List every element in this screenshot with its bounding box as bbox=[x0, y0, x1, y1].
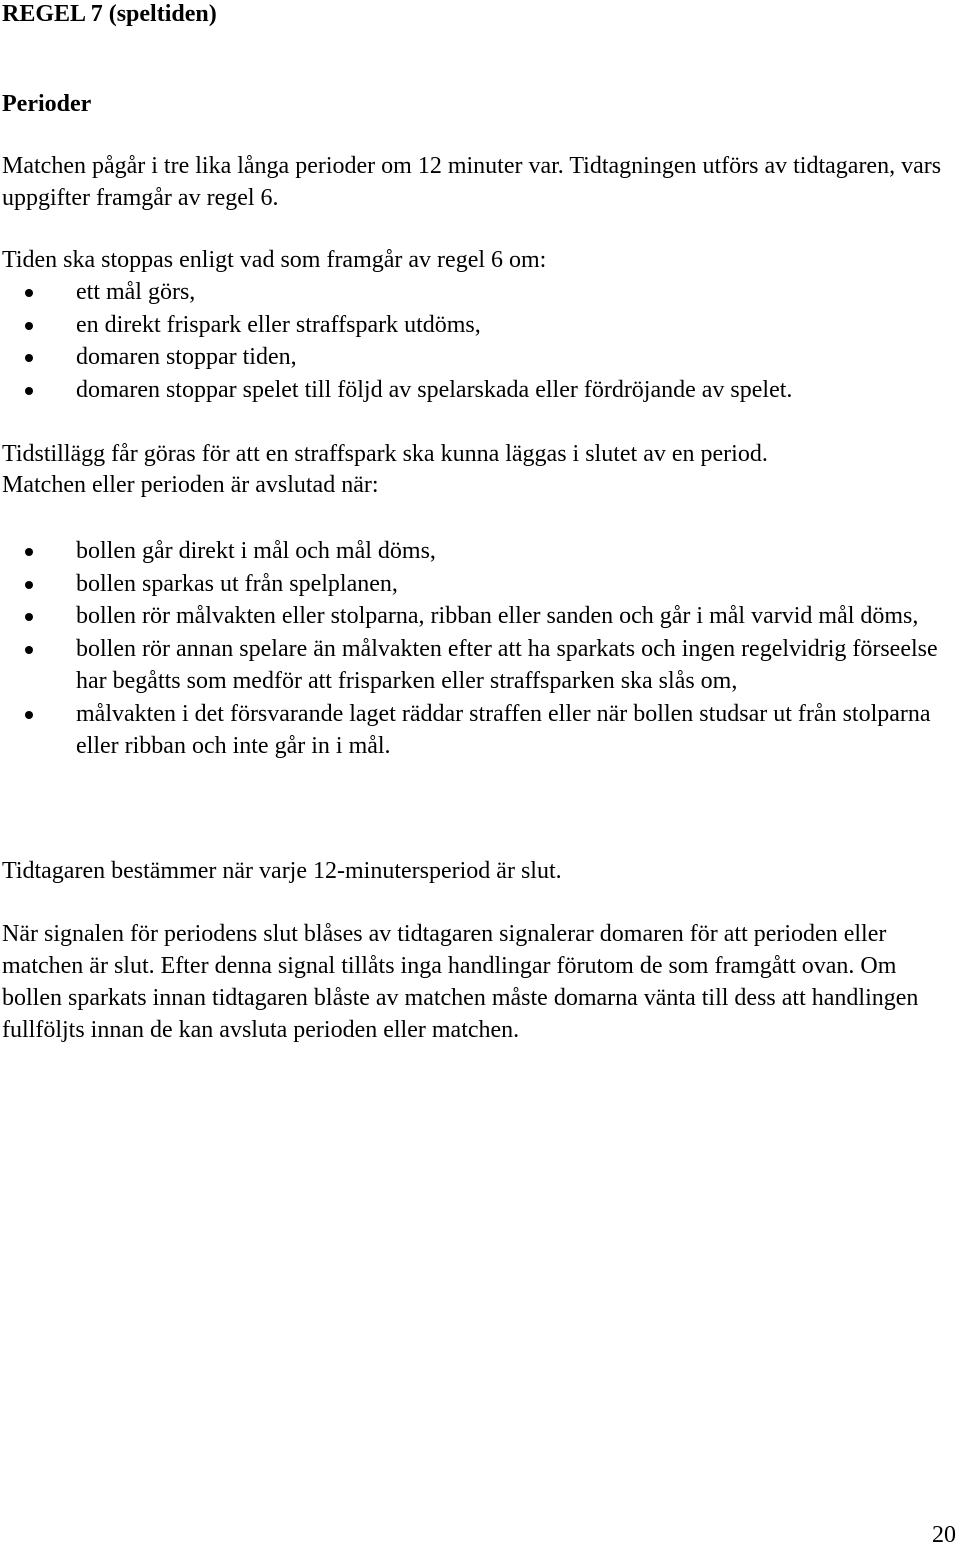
list-item-text: en direkt frispark eller straffspark utdöms, bbox=[76, 311, 481, 338]
list-item-text: domaren stoppar tiden, bbox=[76, 344, 297, 370]
list-item bbox=[0, 698, 950, 763]
bullet-icon bbox=[25, 711, 33, 719]
list-item-text: bollen går direkt i mål och mål döms, bbox=[76, 538, 436, 564]
page-number: 20 bbox=[932, 1522, 956, 1548]
intro-paragraph: Matchen pågår i tre lika långa perioder om 12 minuter var. Tidtagningen utförs av tidtagaren, vars uppgifter framgår av regel 6. bbox=[2, 153, 942, 211]
list-item bbox=[0, 374, 950, 407]
list-item bbox=[0, 535, 950, 568]
list-item-text: bollen rör målvakten eller stolparna, ribban eller sanden och går i mål varvid mål döms, bbox=[76, 603, 919, 629]
bullet-icon bbox=[25, 354, 33, 362]
bullet-icon bbox=[25, 548, 33, 556]
section-heading: Perioder bbox=[2, 91, 92, 117]
list-item-text: domaren stoppar spelet till följd av spelarskada eller fördröjande av spelet. bbox=[76, 376, 793, 403]
page-title: REGEL 7 (speltiden) bbox=[2, 1, 217, 27]
timekeeper-line: Tidtagaren bestämmer när varje 12-minutersperiod är slut. bbox=[2, 858, 562, 884]
list-item bbox=[0, 276, 950, 309]
stop-intro: Tiden ska stoppas enligt vad som framgår av regel 6 om: bbox=[2, 247, 547, 273]
bullet-icon bbox=[25, 613, 33, 621]
list-item-text: bollen sparkas ut från spelplanen, bbox=[76, 570, 398, 597]
bullet-icon bbox=[25, 581, 33, 589]
ended-list bbox=[0, 535, 950, 763]
bullet-icon bbox=[25, 646, 33, 654]
signal-paragraph: När signalen för periodens slut blåses av tidtagaren signalerar domaren för att perioden eller matchen är slut. Efter denna signal tillåts inga handlingar förutom de som framgått ovan. Om bollen sparkats innan tidtagaren blåste av matchen måste domarna vänta till dess att handlingen fullföljts innan de kan avsluta perioden eller matchen. bbox=[2, 921, 919, 1043]
bullet-icon bbox=[25, 322, 33, 330]
list-item bbox=[0, 633, 950, 698]
list-item bbox=[0, 600, 950, 633]
list-item bbox=[0, 568, 950, 601]
list-item bbox=[0, 309, 950, 342]
bullet-icon bbox=[25, 289, 33, 297]
list-item-text: målvakten i det försvarande laget räddar straffen eller när bollen studsar ut från stolparna eller ribban och inte går in i mål. bbox=[76, 700, 931, 759]
list-item-text: bollen rör annan spelare än målvakten efter att ha sparkats och ingen regelvidrig förseelse har begåtts som medför att frisparken eller straffsparken ska slås om, bbox=[76, 635, 938, 694]
extra-time-line: Tidstillägg får göras för att en straffspark ska kunna läggas i slutet av en period. bbox=[2, 441, 768, 467]
list-item-text: ett mål görs, bbox=[76, 279, 196, 305]
stop-list bbox=[0, 276, 950, 406]
bullet-icon bbox=[25, 387, 33, 395]
ended-intro: Matchen eller perioden är avslutad när: bbox=[2, 472, 379, 498]
list-item bbox=[0, 341, 950, 374]
